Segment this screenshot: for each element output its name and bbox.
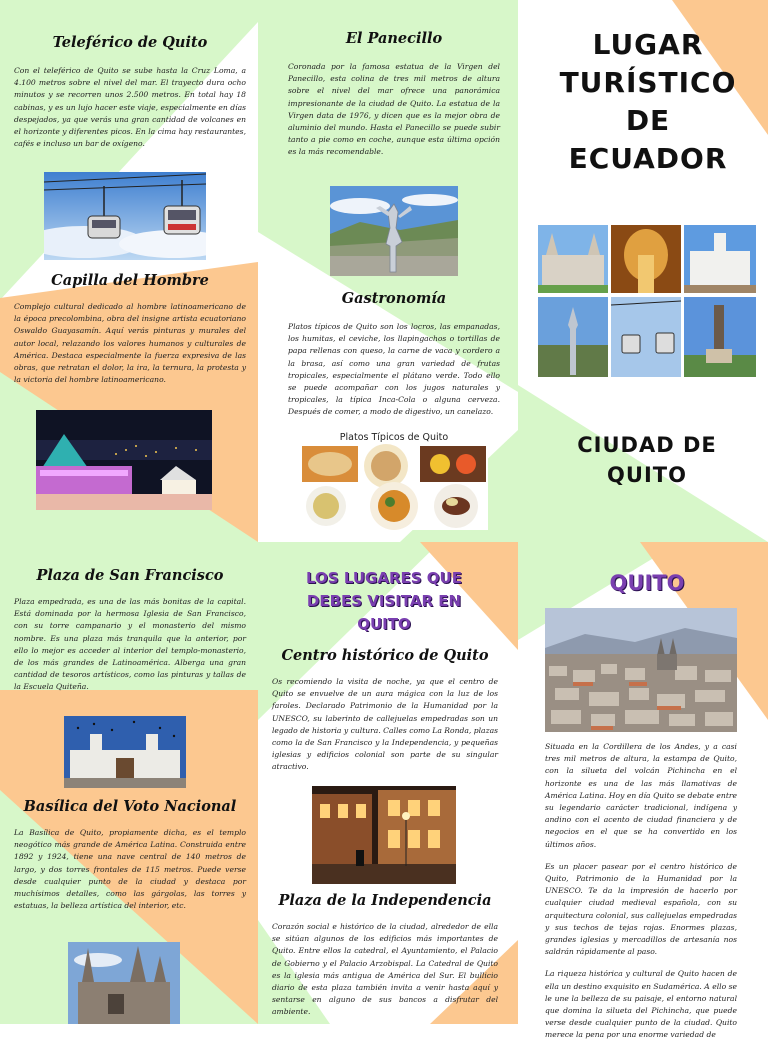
cover-title	[538, 26, 758, 178]
capilla-section	[14, 272, 246, 386]
panecillo-section	[288, 30, 500, 159]
quito-title: QUITO	[609, 571, 685, 595]
quito-description	[545, 741, 737, 1042]
quito-paragraph-2: Es un placer pasear por el centro histórico de Quito, Patrimonio de la Humanidad por la UNESCO. Te da la impresión de hacerlo por cualquier ciudad medieval española, con su arquitectura colonial, sus callejuelas empedradas y sus techos de tejas rojas. Enormes plazas, grandes iglesias y mercadillos de artesanía nos saldrán rápidamente al paso.	[545, 861, 737, 957]
centro-title: Centro histórico de Quito	[281, 647, 489, 664]
city-title-line: CIUDAD DE	[577, 433, 717, 457]
capilla-title: Capilla del Hombre	[51, 272, 209, 289]
lugares-title-line: DEBES VISITAR EN	[306, 592, 462, 610]
quito-paragraph-3: La riqueza histórica y cultural de Quito hacen de ella un destino exquisito en Sudamérica. A ello se le une la belleza de su paisaje, el entorno natural que domina la silueta del Pichincha, que puede verse desde cualquier punto de la ciudad. Quito merece la pena por una enorme variedad de	[545, 969, 737, 1040]
cover-collage	[538, 225, 756, 377]
teleferico-section	[14, 34, 246, 150]
capilla-photo	[36, 410, 212, 510]
basilica-title: Basílica del Voto Nacional	[23, 798, 237, 815]
centro-photo	[312, 786, 456, 884]
lugares-title-line: LOS LUGARES QUE	[306, 569, 462, 587]
basilica-section	[14, 798, 246, 912]
gastronomia-text: Platos típicos de Quito son los locros, las empanadas, los humitas, el ceviche, los llapingachos o tortillas de papa rellenas con queso, la carne de vaca y cordero a la brasa, así como una gran variedad de frutas tropicales, especialmente el plátano verde. Todo ello se puede acompañar con los jugos naturales y tropicales, la típica Inca-Cola o alguna cerveza. Después de comer, a modo de digestivo, un canelazo.	[288, 322, 500, 417]
panecillo-title: El Panecillo	[345, 30, 443, 47]
cover-title-line: TURÍSTICO	[559, 66, 737, 99]
independencia-text: Corazón social e histórico de la ciudad, alrededor de ella se sitúan algunos de los edificios más importantes de Quito. Entre ellos la catedral, el Ayuntamiento, el Palacio de Gobierno y el Palacio Arzobispal. La Catedral de Quito es la iglesia más antigua de América del Sur. El bullicio diario de esta plaza también invita a venir hasta aquí y sentarse en alguno de sus bancos a disfrutar del ambiente.	[272, 922, 498, 1017]
san-francisco-photo	[64, 716, 186, 788]
cover-title-line: LUGAR	[592, 28, 704, 61]
lugares-title	[272, 567, 496, 636]
city-title-line: QUITO	[607, 463, 687, 487]
cover-title-line: ECUADOR	[568, 142, 728, 175]
gastronomia-title: Gastronomía	[341, 290, 447, 307]
centro-section	[272, 647, 498, 774]
capilla-text: Complejo cultural dedicado al hombre latinoamericano de la época precolombina, obra del insigne artista ecuatoriano Oswaldo Guayasamín. Aquí verás pinturas y murales del autor local, relazando los valores humanos y culturales de América. Destaca especialmente la fuerza expresiva de las obras, que retratan el dolor, la ira, la ternura, la protesta y la victoria del hombre latinoamericano.	[14, 302, 246, 385]
gastronomia-section	[288, 290, 500, 419]
basilica-photo	[68, 942, 180, 1024]
san-francisco-section	[14, 567, 246, 694]
lugares-title-line: QUITO	[357, 615, 411, 633]
independencia-title: Plaza de la Independencia	[278, 892, 492, 909]
teleferico-title: Teleférico de Quito	[52, 34, 208, 51]
basilica-text: La Basílica de Quito, propiamente dicha, es el templo neogótico más grande de América Latina. Construida entre 1892 y 1924, tiene una nave central de 140 metros de largo, y dos torres frontales de 115 metros. Puede verse desde cualquier punto de la ciudad y destaca por muchísimos detalles, como las gárgolas, las torres y estatuas, la belleza artística del interior, etc.	[14, 828, 246, 911]
san-francisco-text: Plaza empedrada, es una de las más bonitas de la capital. Está dominada por la hermosa Iglesia de San Francisco, con su torre campanario y el monasterio del mismo nombre. Es una plaza más tranquila que la anterior, por ello lo mejor es acceder al interior del templo-monasterio, de los más grandes de Latinoamérica. Alberga una gran cantidad de tesoros artísticos, como las pinturas y tallas de la Escuela Quiteña.	[14, 597, 246, 692]
centro-text: Os recomiendo la visita de noche, ya que el centro de Quito se envuelve de un aura mágica con la luz de los faroles. Declarado Patrimonio de la Humanidad por la UNESCO, su laberinto de callejuelas empedradas son un legado de historia y cultura. Calles como La Ronda, plazas como la de San Francisco y la Independencia, y pequeñas iglesias y edificios colonial son parte de su singular atractivo.	[272, 677, 498, 772]
teleferico-photo	[44, 172, 206, 260]
cover-title-line: DE	[625, 104, 671, 137]
panecillo-text: Coronada por la famosa estatua de la Virgen del Panecillo, esta colina de tres mil metros de altura sobre el nivel del mar ofrece una panorámica impresionante de la ciudad de Quito. La estatua de la Virgen data de 1976, y dicen que es la mejor obra de aluminio del mundo. Hasta el Panecillo se puede subir tanto a pie como en coche, aunque esta última opción es la más recomendable.	[288, 62, 500, 157]
gastronomia-photo-caption: Platos Típicos de Quito	[339, 432, 449, 443]
san-francisco-title: Plaza de San Francisco	[36, 567, 224, 584]
independencia-section	[272, 892, 498, 1019]
quito-paragraph-1: Situada en la Cordillera de los Andes, y a casi tres mil metros de altura, la estampa de Quito, con la silueta del volcán Pichincha en el horizonte es una de las más llamativas de América Latina. Hoy en día Quito se debate entre su legendario carácter tradicional, indígena y andino con el acento de ciudad financiera y de negocios en el que se ha convertido en los últimos años.	[545, 742, 737, 849]
city-title	[538, 430, 756, 490]
gastronomia-photo	[300, 430, 488, 530]
teleferico-text: Con el teleférico de Quito se sube hasta la Cruz Loma, a 4.100 metros sobre el nivel del mar. El trayecto dura ocho minutos y se recorren unos 2.500 metros. En total hay 18 cabinas, y es un lujo hacer este viaje, especialmente en días despejados, ya que verás una gran cantidad de volcanes en el horizonte y diferentes picos. En la cima hay restaurantes, cafés e incluso un bar de oxígeno.	[14, 66, 246, 149]
panecillo-photo	[330, 186, 458, 276]
quito-city-photo	[545, 608, 737, 732]
